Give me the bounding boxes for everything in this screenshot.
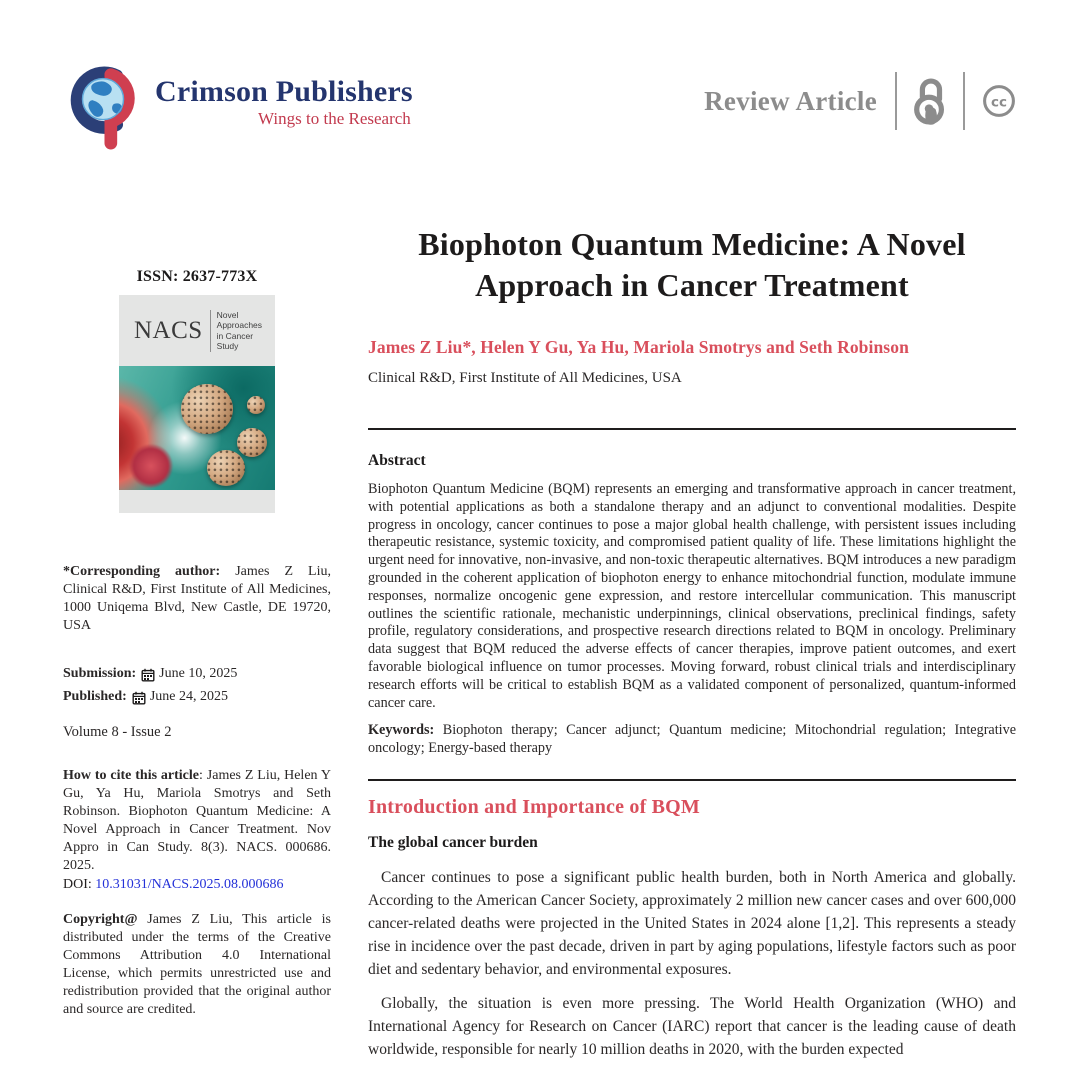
article-type-bar: [704, 72, 1017, 130]
citation-label: How to cite this article: [63, 768, 200, 783]
abstract-heading: Abstract: [368, 452, 426, 469]
page-header: [63, 58, 1017, 158]
intro-paragraph-2: Globally, the situation is even more pressing. The World Health Organization (WHO) and International Agency for Research on Cancer (IARC) report that cancer is the leading cause of death worldwide, responsible for nearly 10 million deaths in 2020, with the burden expected: [368, 994, 1016, 1058]
calendar-icon: [141, 668, 155, 682]
submission-label: Submission:: [63, 666, 137, 681]
citation-block: [63, 767, 331, 875]
cover-art-cell: [129, 444, 173, 488]
publisher-logo: [63, 60, 413, 152]
doi-label: DOI:: [63, 877, 96, 892]
publisher-tagline: Wings to the Research: [258, 109, 411, 128]
journal-name-line: Novel: [216, 309, 239, 320]
publisher-logo-icon: [63, 60, 145, 152]
calendar-icon: [132, 691, 146, 705]
journal-name-line: Approaches: [216, 320, 263, 330]
article-info-sidebar: [63, 268, 331, 1019]
journal-full-name: [217, 310, 275, 352]
article-title: Biophoton Quantum Medicine: A Novel Approach in Cancer Treatment: [418, 226, 966, 303]
volume-issue: Volume 8 - Issue 2: [63, 724, 172, 740]
section-rule: [368, 779, 1016, 781]
corresponding-author-text: James Z Liu, Clinical R&D, First Institute of All Medicines, 1000 Uniqema Blvd, New Castle, DE 19720, USA: [63, 564, 331, 633]
journal-cover-art: [119, 366, 275, 490]
issn-label: ISSN: 2637-773X: [136, 268, 258, 285]
corresponding-author-label: *Corresponding author:: [63, 564, 221, 579]
journal-cover-footer: [119, 490, 275, 513]
corresponding-author: [63, 563, 331, 635]
keywords-line: [368, 722, 1016, 758]
article-main: [368, 224, 1016, 1061]
article-type-label: Review Article: [704, 85, 877, 116]
keywords-label: Keywords:: [368, 722, 435, 739]
journal-name-line: in Cancer Study: [216, 330, 254, 351]
submission-row: [63, 662, 331, 685]
intro-heading: Introduction and Importance of BQM: [368, 795, 701, 818]
published-date: June 24, 2025: [149, 689, 228, 704]
copyright-text: James Z Liu, This article is distributed under the terms of the Creative Commons Attribution 4.0 International License, which permits unrestricted use and redistribution provided that the original author and source are credited.: [63, 912, 331, 1017]
intro-paragraph-1: Cancer continues to pose a significant public health burden, both in North America and globally. According to the American Cancer Society, approximately 2 million new cancer cases and over 600,000 cancer-related deaths were projected in the United States in 2024 alone [1,2]. This represents a steady rise in incidence over the past decade, driven in part by aging populations, lifestyle factors such as poor diet and sedentary behavior, and environmental exposures.: [368, 868, 1016, 978]
journal-cover: [119, 295, 275, 513]
cover-art-cell: [247, 396, 265, 414]
intro-subheading: The global cancer burden: [368, 833, 538, 851]
journal-cover-header: [119, 295, 275, 366]
vertical-divider: [895, 72, 897, 130]
copyright-label: Copyright@: [63, 912, 138, 927]
submission-date: June 10, 2025: [159, 666, 238, 681]
publisher-name: Crimson Publishers: [155, 75, 413, 108]
cc-icon: [981, 83, 1017, 119]
abstract-text: Biophoton Quantum Medicine (BQM) represents an emerging and transformative approach in cancer treatment, with potential applications as both a standalone therapy and an adjunct to conventional modalities. Despite progress in oncology, cancer continues to pose a major global health challenge, with persistent issues including therapeutic resistance, systemic toxicity, and compromised patient quality of life. These limitations highlight the urgent need for innovative, non-invasive, and non-toxic therapeutic alternatives. BQM introduces a new paradigm grounded in the coherent application of biophoton energy to enhance mitochondrial function, modulate immune responses, normalize oncogenic gene expression, and restore intercellular communication. This manuscript outlines the scientific rationale, mechanistic underpinnings, clinical observations, preclinical findings, safety profile, regulatory considerations, and prospective research directions related to BQM in oncology. Preliminary data suggest that BQM reduced the adverse effects of cancer therapies, improve patient outcomes, and exert favorable biological influence on tumor processes. Moving forward, robust clinical trials and interdisciplinary research efforts will be critical to establish BQM as a validated component of personalized, quantum-informed cancer care.: [368, 481, 1016, 711]
dates-block: [63, 662, 331, 708]
section-rule: [368, 428, 1016, 430]
keywords-text: Biophoton therapy; Cancer adjunct; Quantum medicine; Mitochondrial regulation; Integrative oncology; Energy-based therapy: [368, 722, 1016, 757]
doi-row: [63, 876, 331, 894]
doi-link[interactable]: 10.31031/NACS.2025.08.000686: [95, 877, 284, 892]
published-label: Published:: [63, 689, 127, 704]
cover-divider: [210, 310, 211, 352]
published-row: [63, 685, 331, 708]
citation-text: : James Z Liu, Helen Y Gu, Ya Hu, Mariola Smotrys and Seth Robinson. Biophoton Quantum Medicine: A Novel Approach in Cancer Treatment. Nov Appro in Can Study. 8(3). NACS. 000686. 2025.: [63, 768, 331, 873]
article-authors: James Z Liu*, Helen Y Gu, Ya Hu, Mariola Smotrys and Seth Robinson: [368, 337, 909, 357]
copyright-block: [63, 911, 331, 1019]
open-access-icon: [911, 73, 949, 129]
article-affiliation: Clinical R&D, First Institute of All Medicines, USA: [368, 370, 682, 386]
svg-text:cc: cc: [990, 94, 1008, 111]
cover-art-cell: [181, 384, 233, 434]
cover-art-cell: [207, 450, 245, 486]
cover-art-cell: [237, 428, 267, 457]
journal-abbrev: NACS: [134, 316, 203, 344]
publisher-name-block: [155, 76, 413, 129]
vertical-divider: [963, 72, 965, 130]
